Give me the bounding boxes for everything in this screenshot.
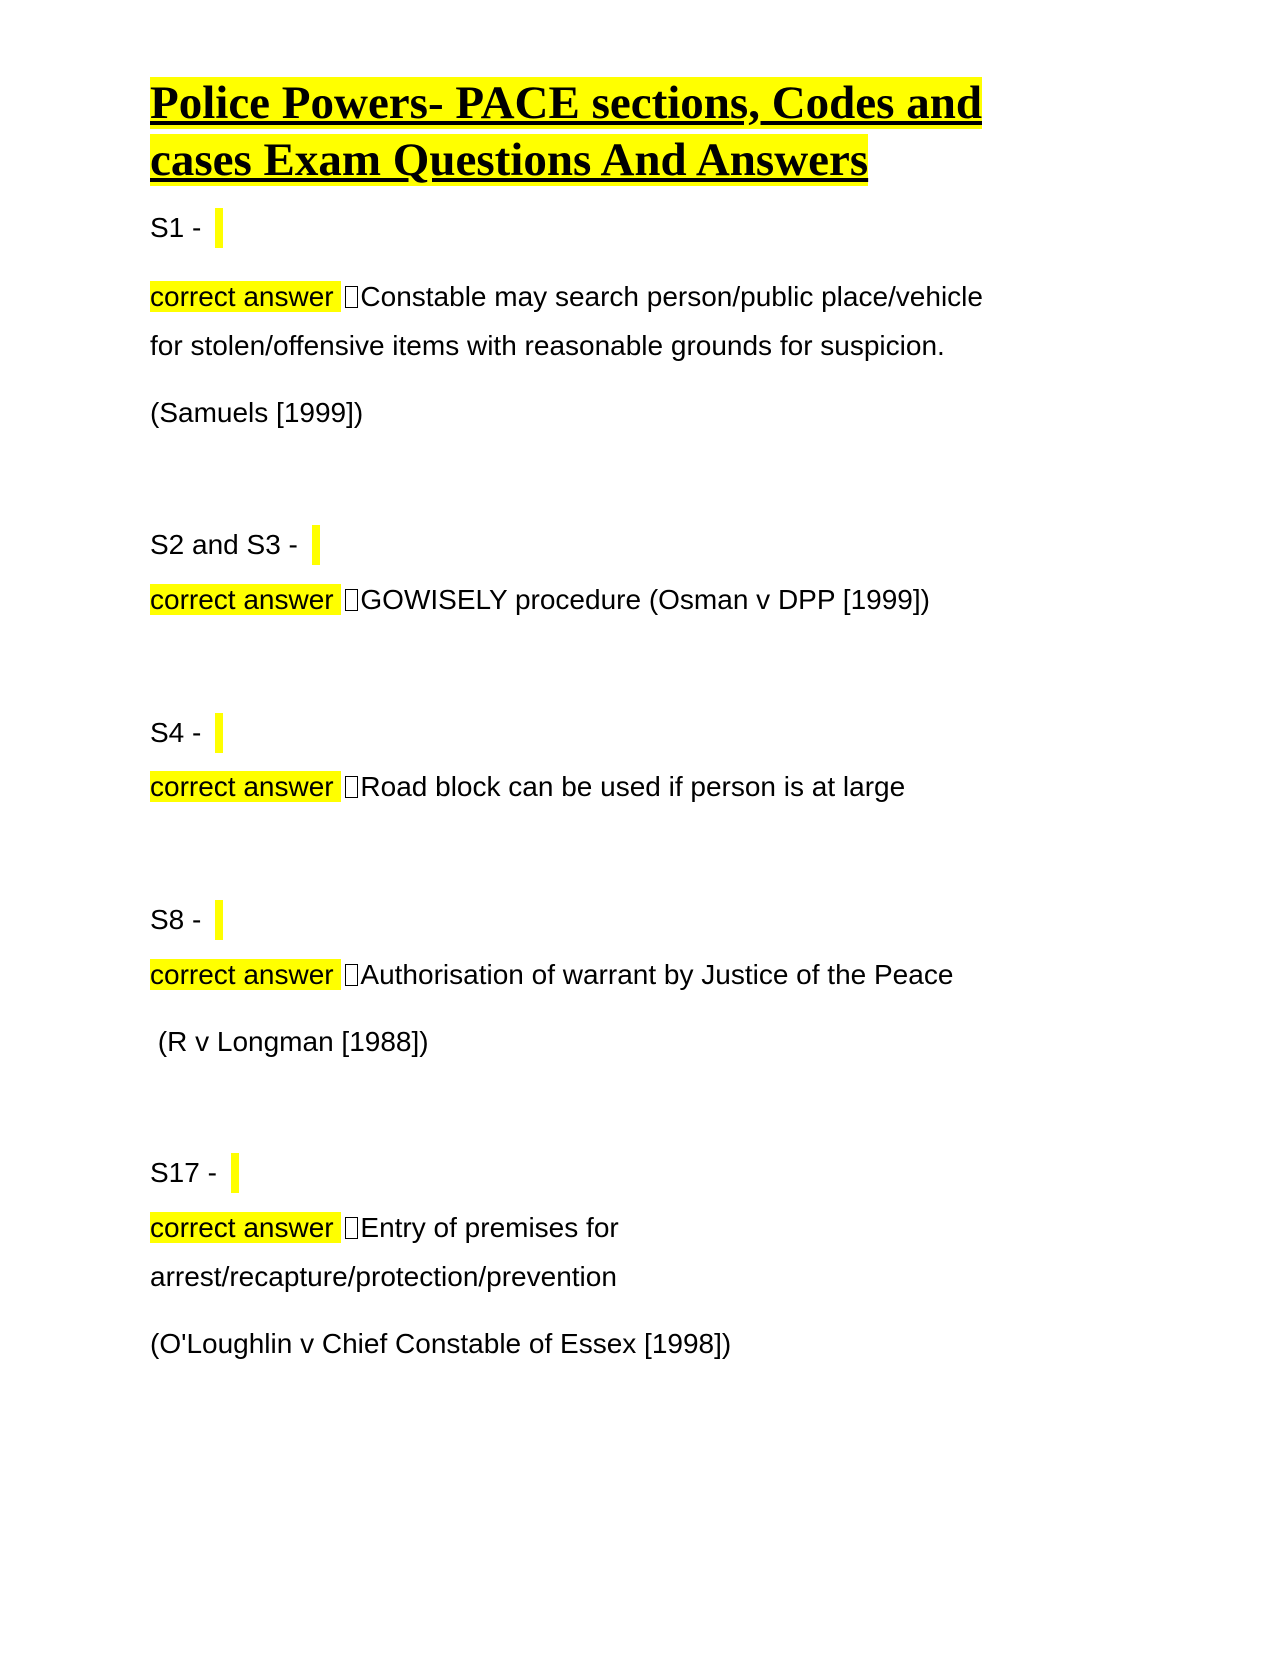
text: S1 - [150,212,210,243]
answer-line [150,955,953,995]
missing-glyph-icon [345,1217,358,1239]
question [150,900,223,940]
text: Constable may search person/public place/vehicle [360,281,983,312]
case-citation [150,1022,429,1062]
text: Entry of premises for [360,1212,619,1243]
question [150,525,320,565]
text: S2 and S3 - [150,529,306,560]
title-text: Police Powers- PACE sections, Codes and [150,77,982,129]
case-citation [150,393,363,433]
question [150,713,223,753]
text: S4 - [150,717,210,748]
question [150,1153,239,1193]
answer-line [150,326,945,366]
answer-line [150,580,930,620]
answer-line [150,767,905,807]
text: Authorisation of warrant by Justice of the Peace [360,959,954,990]
text: Road block can be used if person is at large [360,771,906,802]
text: (O'Loughlin v Chief Constable of Essex [1998]) [150,1328,732,1359]
missing-glyph-icon [345,964,358,986]
answer-label: correct answer [150,771,342,802]
text: S8 - [150,904,210,935]
highlight-mark [215,900,223,940]
document-title-line-2 [150,131,868,189]
highlight-mark [215,208,223,248]
text: arrest/recapture/protection/prevention [150,1261,617,1292]
answer-line [150,1257,617,1297]
question [150,208,223,248]
case-citation [150,1324,731,1364]
answer-label: correct answer [150,584,342,615]
answer-line [150,1208,619,1248]
text: (R v Longman [1988]) [150,1026,429,1057]
missing-glyph-icon [345,589,358,611]
answer-label: correct answer [150,281,342,312]
document-title-line-1 [150,74,982,132]
missing-glyph-icon [345,776,358,798]
text: GOWISELY procedure (Osman v DPP [1999]) [360,584,930,615]
highlight-mark [215,713,223,753]
title-text: cases Exam Questions And Answers [150,134,869,186]
text: for stolen/offensive items with reasonable grounds for suspicion. [150,330,945,361]
answer-line [150,277,983,317]
highlight-mark [231,1153,239,1193]
text: (Samuels [1999]) [150,397,364,428]
answer-label: correct answer [150,1212,342,1243]
text: S17 - [150,1157,225,1188]
answer-label: correct answer [150,959,342,990]
highlight-mark [312,525,320,565]
missing-glyph-icon [345,286,358,308]
